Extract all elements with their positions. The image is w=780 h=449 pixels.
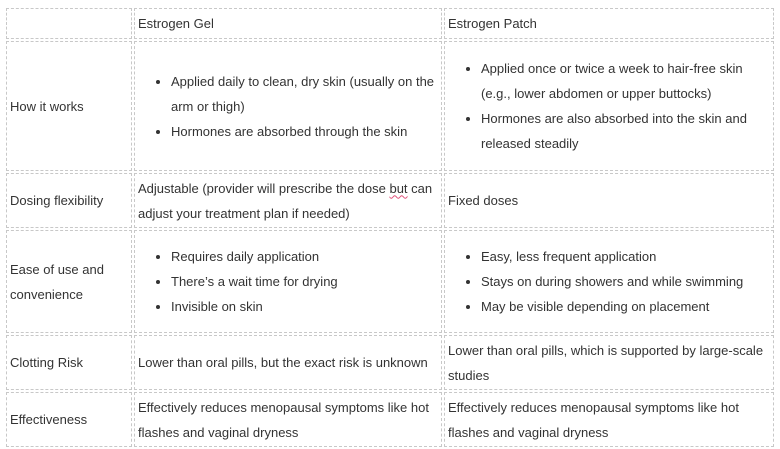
list-item: • Applied daily to clean, dry skin (usually on the arm or thigh) — [171, 69, 438, 119]
table-row-effectiveness — [6, 392, 774, 447]
gel-cell — [134, 41, 442, 171]
patch-cell — [444, 230, 774, 333]
list-item: • Hormones are absorbed through the skin — [171, 119, 438, 144]
row-label: Effectiveness — [6, 392, 132, 447]
patch-cell: Lower than oral pills, which is supported by large-scale studies — [444, 335, 774, 390]
gel-cell: Effectively reduces menopausal symptoms like hot flashes and vaginal dryness — [134, 392, 442, 447]
comparison-table — [4, 6, 776, 449]
patch-cell: Fixed doses — [444, 173, 774, 228]
gel-text-before: Adjustable (provider will prescribe the dose — [138, 180, 390, 196]
gel-cell — [134, 173, 442, 228]
row-label: Ease of use and convenience — [6, 230, 132, 333]
header-corner-cell — [6, 8, 132, 39]
row-label: How it works — [6, 41, 132, 171]
list-item: • Hormones are also absorbed into the skin and released steadily — [481, 106, 770, 156]
list-item: • Invisible on skin — [171, 294, 438, 319]
table-row-dosing-flexibility — [6, 173, 774, 228]
table-row-clotting-risk — [6, 335, 774, 390]
patch-cell — [444, 41, 774, 171]
table-row-ease-of-use — [6, 230, 774, 333]
gel-cell — [134, 230, 442, 333]
spellcheck-flagged-word[interactable]: but — [389, 180, 408, 196]
header-estrogen-gel: Estrogen Gel — [134, 8, 442, 39]
gel-cell: Lower than oral pills, but the exact risk is unknown — [134, 335, 442, 390]
list-item: • Applied once or twice a week to hair-free skin (e.g., lower abdomen or upper buttocks) — [481, 56, 770, 106]
gel-bullet-list — [138, 69, 438, 144]
patch-bullet-list — [448, 56, 770, 156]
patch-bullet-list — [448, 244, 770, 319]
gel-text-after: can adjust your treatment plan if needed) — [138, 180, 433, 221]
list-item: • Requires daily application — [171, 244, 438, 269]
header-estrogen-patch: Estrogen Patch — [444, 8, 774, 39]
row-label: Clotting Risk — [6, 335, 132, 390]
gel-bullet-list — [138, 244, 438, 319]
list-item: • Easy, less frequent application — [481, 244, 770, 269]
list-item: • May be visible depending on placement — [481, 294, 770, 319]
list-item: • Stays on during showers and while swimming — [481, 269, 770, 294]
header-row — [6, 8, 774, 39]
list-item: • There’s a wait time for drying — [171, 269, 438, 294]
row-label: Dosing flexibility — [6, 173, 132, 228]
patch-cell: Effectively reduces menopausal symptoms like hot flashes and vaginal dryness — [444, 392, 774, 447]
table-row-how-it-works — [6, 41, 774, 171]
